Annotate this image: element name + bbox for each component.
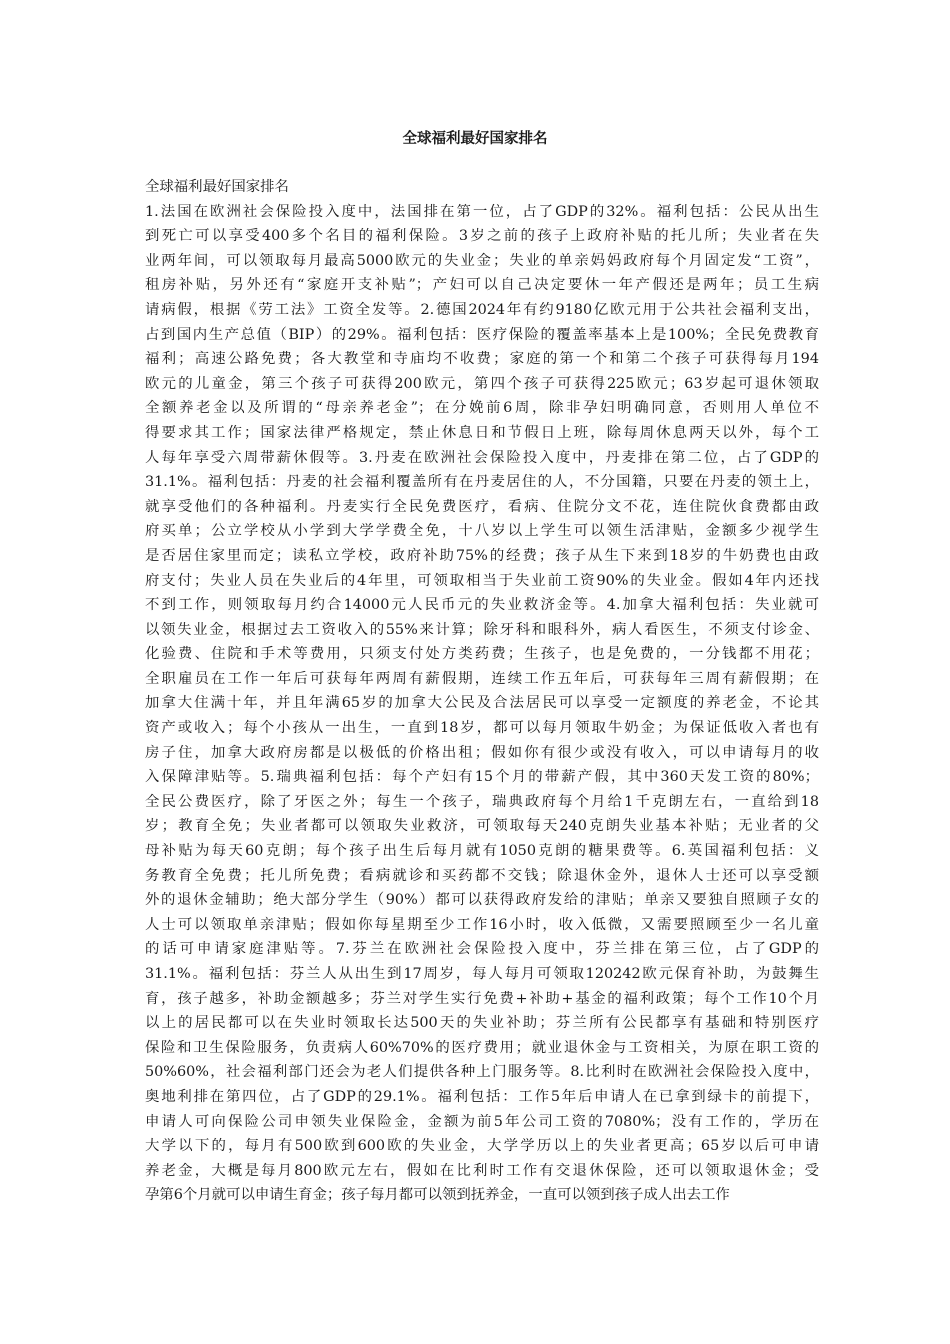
paragraph-line: 到死亡可以享受400多个名目的福利保险。3岁之前的孩子上政府补贴的托儿所；失业者在失 (145, 228, 819, 245)
paragraph-line: 人每年享受六周带薪休假等。3.丹麦在欧洲社会保险投入度中，丹麦排在第二位，占了GDP的 (145, 449, 819, 466)
paragraph-line: 保险和卫生保险服务，负责病人60%70%的医疗费用；就业退休金与工资相关，为原在职工资的 (145, 1039, 819, 1056)
paragraph-line: 资产或收入；每个小孩从一出生，一直到18岁，都可以每月领取牛奶金；为保证低收入者也有 (145, 720, 819, 737)
paragraph-line: 全职雇员在工作一年后可获每年两周有薪假期，连续工作五年后，可获每年三周有薪假期；在 (145, 670, 819, 687)
document-body (145, 175, 819, 1208)
paragraph-line: 育，孩子越多，补助金额越多；芬兰对学生实行免费+补助+基金的福利政策；每个工作10个月 (145, 990, 819, 1007)
paragraph-line: 租房补贴，另外还有“家庭开支补贴”；产妇可以自己决定要休一年产假还是两年；员工生病 (145, 277, 819, 294)
paragraph-line: 化验费、住院和手术等费用，只须支付处方类药费；生孩子，也是免费的，一分钱都不用花； (145, 646, 819, 663)
paragraph-line: 31.1%。福利包括：丹麦的社会福利覆盖所有在丹麦居住的人，不分国籍，只要在丹麦的领土上， (145, 474, 819, 491)
paragraph-line: 府支付；失业人员在失业后的4年里，可领取相当于失业前工资90%的失业金。假如4年内还找 (145, 572, 819, 589)
paragraph-line: 欧元的儿童金，第三个孩子可获得200欧元，第四个孩子可获得225欧元；63岁起可退休领取 (145, 375, 819, 392)
paragraph-line: 的话可申请家庭津贴等。7.芬兰在欧洲社会保险投入度中，芬兰排在第三位，占了GDP的 (145, 941, 819, 958)
paragraph-line: 人士可以领取单亲津贴；假如你每星期至少工作16小时，收入低微，又需要照顾至少一名儿童 (145, 916, 819, 933)
paragraph-line: 31.1%。福利包括：芬兰人从出生到17周岁，每人每月可领取120242欧元保育补助，为鼓舞生 (145, 966, 819, 982)
paragraph-line: 母补贴为每天60克朗；每个孩子出生后每月就有1050克朗的糖果费等。6.英国福利包括：义 (145, 843, 819, 860)
paragraph-line: 福利；高速公路免费；各大教堂和寺庙均不收费；家庭的第一个和第二个孩子可获得每月194 (145, 351, 819, 368)
paragraph-line: 50%60%，社会福利部门还会为老人们提供各种上门服务等。8.比利时在欧洲社会保险投入度中， (145, 1064, 819, 1081)
paragraph-line: 房子住，加拿大政府房都是以极低的价格出租；假如你有很少或没有收入，可以申请每月的收 (145, 744, 819, 761)
document-title: 全球福利最好国家排名 (402, 130, 548, 147)
paragraph-line: 就享受他们的各种福利。丹麦实行全民免费医疗，看病、住院分文不花，连住院伙食费都由政 (145, 498, 819, 515)
paragraph-line: 外的退休金辅助；绝大部分学生（90%）都可以获得政府发给的津贴；单亲又要独自照顾子女的 (145, 892, 819, 909)
paragraph-line: 大学以下的，每月有500欧到600欧的失业金，大学学历以上的失业者更高；65岁以后可申请 (145, 1138, 819, 1155)
paragraph-line: 加拿大住满十年，并且年满65岁的加拿大公民及合法居民可以享受一定额度的养老金，不论其 (145, 695, 819, 712)
paragraph-line: 全民公费医疗，除了牙医之外；每生一个孩子，瑞典政府每个月给1千克朗左右，一直给到18 (145, 793, 819, 810)
paragraph-line: 入保障津贴等。5.瑞典福利包括：每个产妇有15个月的带薪产假，其中360天发工资的80%； (145, 769, 819, 786)
paragraph-line: 养老金，大概是每月800欧元左右，假如在比利时工作有交退休保险，还可以领取退休金；受 (145, 1162, 819, 1179)
paragraph-line: 得要求其工作；国家法律严格规定，禁止休息日和节假日上班，除每周休息两天以外，每个工 (145, 424, 819, 441)
paragraph-line: 务教育全免费；托儿所免费；看病就诊和买药都不交钱；除退休金外，退休人士还可以享受额 (145, 867, 819, 884)
paragraph-line: 以上的居民都可以在失业时领取长达500天的失业补助；芬兰所有公民都享有基础和特别医疗 (145, 1015, 819, 1032)
paragraph-line: 奥地利排在第四位，占了GDP的29.1%。福利包括：工作5年后申请人在已拿到绿卡的前提下， (145, 1088, 819, 1105)
paragraph-line: 是否居住家里而定；读私立学校，政府补助75%的经费；孩子从生下来到18岁的牛奶费也由政 (145, 547, 819, 564)
paragraph-line: 不到工作，则领取每月约合14000元人民币元的失业救济金等。4.加拿大福利包括：失业就可 (145, 597, 819, 614)
paragraph-line: 府买单；公立学校从小学到大学学费全免，十八岁以上学生可以领生活津贴，金额多少视学生 (145, 523, 819, 540)
paragraph-line: 岁；教育全免；失业者都可以领取失业救济，可领取每天240克朗失业基本补贴；无业者的父 (145, 818, 819, 835)
paragraph-line: 1.法国在欧洲社会保险投入度中，法国排在第一位，占了GDP的32%。福利包括：公民从出生 (145, 203, 819, 220)
body-heading: 全球福利最好国家排名 (145, 179, 289, 195)
paragraph-line: 请病假，根据《劳工法》工资全发等。2.德国2024年有约9180亿欧元用于公共社会福利支出， (145, 301, 819, 318)
paragraph-line: 孕第6个月就可以申请生育金；孩子每月都可以领到抚养金，一直可以领到孩子成人出去工作 (145, 1187, 730, 1204)
paragraph-line: 业两年间，可以领取每月最高5000欧元的失业金；失业的单亲妈妈政府每个月固定发“工资”， (145, 252, 819, 269)
paragraph-line: 以领失业金，根据过去工资收入的55%来计算；除牙科和眼科外，病人看医生，不须支付诊金、 (145, 621, 819, 638)
paragraph-line: 占到国内生产总值（BIP）的29%。福利包括：医疗保险的覆盖率基本上是100%；全民免费教育 (145, 326, 819, 343)
paragraph-line: 全额养老金以及所谓的“母亲养老金”；在分娩前6周，除非孕妇明确同意，否则用人单位不 (145, 400, 819, 417)
paragraph-line: 申请人可向保险公司申领失业保险金，金额为前5年公司工资的7080%；没有工作的，学历在 (145, 1113, 819, 1130)
